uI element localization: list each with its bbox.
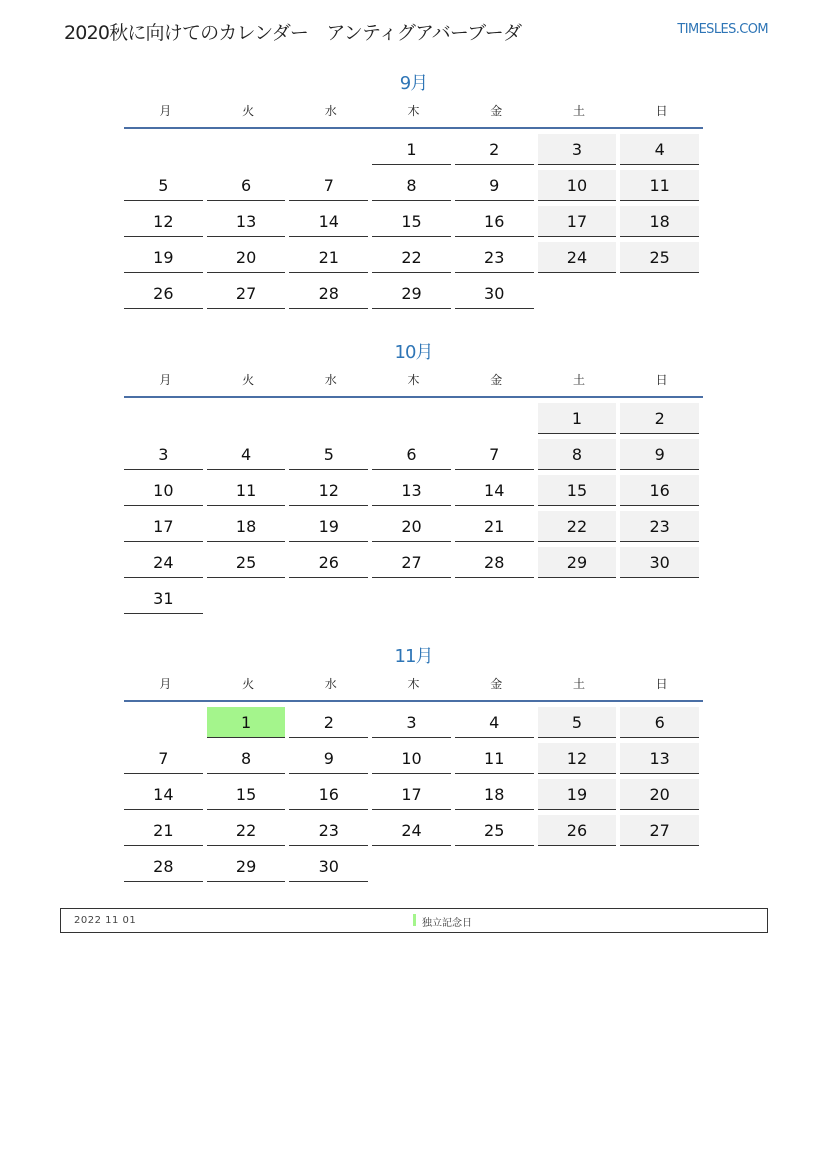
day-cell[interactable] — [455, 205, 538, 241]
empty-day-cell — [289, 133, 372, 169]
day-cell[interactable] — [124, 241, 207, 277]
day-number: 18 — [620, 206, 699, 237]
day-cell[interactable] — [538, 742, 621, 778]
day-number: 9 — [620, 439, 699, 470]
day-number: 21 — [455, 511, 534, 542]
weekday-label: 木 — [407, 677, 420, 691]
day-number: 27 — [620, 815, 699, 846]
day-cell[interactable] — [124, 814, 207, 850]
day-cell[interactable] — [538, 474, 621, 510]
day-number: 10 — [538, 170, 617, 201]
day-number: 9 — [289, 743, 368, 774]
day-cell[interactable] — [289, 438, 372, 474]
day-number: 13 — [207, 206, 286, 237]
day-number: 19 — [538, 779, 617, 810]
empty-day-cell — [538, 582, 621, 618]
day-cell[interactable] — [455, 277, 538, 313]
day-cell[interactable] — [372, 706, 455, 742]
day-cell[interactable] — [620, 814, 703, 850]
day-cell[interactable] — [289, 850, 372, 886]
empty-day-cell — [289, 402, 372, 438]
week-row — [124, 241, 703, 277]
empty-day-cell — [455, 582, 538, 618]
day-cell[interactable] — [289, 546, 372, 582]
day-number: 19 — [124, 242, 203, 273]
day-number: 24 — [372, 815, 451, 846]
day-cell[interactable] — [455, 742, 538, 778]
day-number: 3 — [538, 134, 617, 165]
day-number: 4 — [620, 134, 699, 165]
day-cell[interactable] — [207, 706, 290, 742]
day-number: 15 — [372, 206, 451, 237]
day-cell[interactable] — [124, 546, 207, 582]
month-title: 10月 — [394, 342, 433, 363]
day-cell[interactable] — [372, 814, 455, 850]
empty-day-cell — [207, 582, 290, 618]
holiday-legend — [60, 908, 768, 933]
day-number: 27 — [372, 547, 451, 578]
day-number: 12 — [289, 475, 368, 506]
day-cell[interactable] — [124, 169, 207, 205]
weekday-label: 火 — [242, 104, 255, 118]
day-number — [455, 403, 534, 434]
day-number: 17 — [124, 511, 203, 542]
day-number — [538, 583, 617, 614]
day-number: 1 — [372, 134, 451, 165]
day-cell[interactable] — [124, 510, 207, 546]
day-number: 14 — [455, 475, 534, 506]
day-cell[interactable] — [207, 510, 290, 546]
day-number: 28 — [455, 547, 534, 578]
day-cell[interactable] — [372, 778, 455, 814]
day-number: 29 — [372, 278, 451, 309]
day-cell[interactable] — [372, 205, 455, 241]
day-cell[interactable] — [620, 706, 703, 742]
page-header — [64, 18, 768, 48]
day-number: 28 — [124, 851, 203, 882]
day-number: 30 — [455, 278, 534, 309]
month-calendar-october — [124, 336, 703, 618]
day-cell[interactable] — [289, 814, 372, 850]
day-number: 5 — [538, 707, 617, 738]
day-number: 11 — [620, 170, 699, 201]
day-number: 4 — [207, 439, 286, 470]
weekday-label: 水 — [324, 373, 337, 387]
day-cell[interactable] — [455, 438, 538, 474]
day-cell[interactable] — [538, 706, 621, 742]
empty-day-cell — [124, 133, 207, 169]
day-cell[interactable] — [538, 241, 621, 277]
day-cell[interactable] — [289, 205, 372, 241]
day-cell[interactable] — [372, 474, 455, 510]
weekday-label: 水 — [324, 104, 337, 118]
day-cell[interactable] — [207, 850, 290, 886]
header-divider — [124, 127, 703, 129]
day-number: 29 — [207, 851, 286, 882]
week-row — [124, 169, 703, 205]
day-cell[interactable] — [538, 546, 621, 582]
day-number: 11 — [455, 743, 534, 774]
day-cell[interactable] — [538, 205, 621, 241]
day-cell[interactable] — [372, 546, 455, 582]
day-number: 2 — [455, 134, 534, 165]
empty-day-cell — [372, 402, 455, 438]
day-cell[interactable] — [207, 438, 290, 474]
day-number: 24 — [124, 547, 203, 578]
day-number: 30 — [620, 547, 699, 578]
week-row — [124, 582, 703, 618]
day-number: 22 — [207, 815, 286, 846]
day-number: 16 — [289, 779, 368, 810]
holiday-color-swatch — [413, 914, 416, 926]
empty-day-cell — [207, 133, 290, 169]
day-number: 3 — [124, 439, 203, 470]
day-cell[interactable] — [289, 474, 372, 510]
day-number: 20 — [372, 511, 451, 542]
day-number: 1 — [538, 403, 617, 434]
day-cell[interactable] — [207, 169, 290, 205]
day-cell[interactable] — [207, 814, 290, 850]
day-cell[interactable] — [207, 474, 290, 510]
empty-day-cell — [620, 850, 703, 886]
day-cell[interactable] — [620, 438, 703, 474]
weekday-label: 日 — [655, 677, 668, 691]
day-number — [372, 403, 451, 434]
month-title: 11月 — [394, 646, 433, 667]
month-title: 9月 — [399, 73, 428, 94]
day-cell[interactable] — [207, 241, 290, 277]
day-number: 24 — [538, 242, 617, 273]
day-cell[interactable] — [538, 133, 621, 169]
empty-day-cell — [620, 277, 703, 313]
day-number: 2 — [289, 707, 368, 738]
day-number — [372, 583, 451, 614]
weekday-label: 火 — [242, 677, 255, 691]
empty-day-cell — [538, 850, 621, 886]
day-number: 16 — [455, 206, 534, 237]
empty-day-cell — [124, 706, 207, 742]
weekday-label: 日 — [655, 104, 668, 118]
day-cell[interactable] — [455, 133, 538, 169]
day-number: 21 — [289, 242, 368, 273]
day-cell[interactable] — [124, 778, 207, 814]
day-number: 22 — [538, 511, 617, 542]
day-number — [207, 134, 286, 165]
day-cell[interactable] — [620, 133, 703, 169]
day-cell[interactable] — [207, 205, 290, 241]
week-row — [124, 402, 703, 438]
weekday-label: 月 — [159, 677, 172, 691]
day-number: 7 — [289, 170, 368, 201]
day-number: 20 — [207, 242, 286, 273]
day-number: 6 — [620, 707, 699, 738]
day-cell[interactable] — [289, 778, 372, 814]
day-cell[interactable] — [124, 582, 207, 618]
day-number: 26 — [289, 547, 368, 578]
empty-day-cell — [620, 582, 703, 618]
weekday-label: 土 — [572, 104, 585, 118]
day-number — [620, 583, 699, 614]
day-cell[interactable] — [207, 742, 290, 778]
day-number — [207, 583, 286, 614]
day-cell[interactable] — [538, 510, 621, 546]
day-cell[interactable] — [372, 133, 455, 169]
empty-day-cell — [538, 277, 621, 313]
day-number: 7 — [455, 439, 534, 470]
day-number — [289, 403, 368, 434]
day-cell[interactable] — [455, 241, 538, 277]
week-row — [124, 438, 703, 474]
week-row — [124, 814, 703, 850]
day-cell[interactable] — [124, 474, 207, 510]
week-row — [124, 474, 703, 510]
weekday-label: 金 — [490, 677, 503, 691]
day-number — [124, 403, 203, 434]
day-number: 17 — [372, 779, 451, 810]
day-cell[interactable] — [289, 510, 372, 546]
day-number: 12 — [124, 206, 203, 237]
day-number: 20 — [620, 779, 699, 810]
day-cell[interactable] — [455, 778, 538, 814]
weekday-label: 金 — [490, 104, 503, 118]
day-cell[interactable] — [455, 706, 538, 742]
day-number: 12 — [538, 743, 617, 774]
day-number: 15 — [207, 779, 286, 810]
day-cell[interactable] — [455, 814, 538, 850]
week-row — [124, 205, 703, 241]
day-number: 14 — [289, 206, 368, 237]
day-cell[interactable] — [289, 241, 372, 277]
day-number: 23 — [620, 511, 699, 542]
weekday-label: 日 — [655, 373, 668, 387]
empty-day-cell — [372, 850, 455, 886]
brand-link[interactable]: TIMESLES.COM — [677, 22, 768, 37]
day-number: 5 — [289, 439, 368, 470]
day-number: 26 — [124, 278, 203, 309]
day-cell[interactable] — [289, 706, 372, 742]
day-cell[interactable] — [455, 546, 538, 582]
day-cell[interactable] — [372, 510, 455, 546]
day-number: 25 — [455, 815, 534, 846]
legend-holiday-name: 独立記念日 — [422, 918, 472, 929]
weekday-header-row — [124, 103, 703, 127]
day-cell[interactable] — [620, 510, 703, 546]
day-cell[interactable] — [538, 402, 621, 438]
weekday-label: 月 — [159, 104, 172, 118]
day-cell[interactable] — [289, 742, 372, 778]
day-cell[interactable] — [372, 742, 455, 778]
day-cell[interactable] — [124, 277, 207, 313]
day-number: 13 — [372, 475, 451, 506]
weekday-label: 火 — [242, 373, 255, 387]
week-row — [124, 742, 703, 778]
week-row — [124, 510, 703, 546]
legend-date: 2022 11 01 — [74, 915, 137, 926]
empty-day-cell — [124, 402, 207, 438]
week-row — [124, 778, 703, 814]
day-number: 31 — [124, 583, 203, 614]
week-row — [124, 133, 703, 169]
empty-day-cell — [455, 402, 538, 438]
day-number: 28 — [289, 278, 368, 309]
day-cell[interactable] — [207, 546, 290, 582]
week-row — [124, 850, 703, 886]
day-number — [207, 403, 286, 434]
day-number: 3 — [372, 707, 451, 738]
day-number: 8 — [372, 170, 451, 201]
day-number: 8 — [207, 743, 286, 774]
day-cell[interactable] — [372, 438, 455, 474]
day-number: 25 — [207, 547, 286, 578]
day-cell[interactable] — [538, 814, 621, 850]
day-number: 15 — [538, 475, 617, 506]
week-row — [124, 277, 703, 313]
day-number: 26 — [538, 815, 617, 846]
day-number: 27 — [207, 278, 286, 309]
day-cell[interactable] — [455, 510, 538, 546]
month-calendar-september — [124, 67, 703, 313]
empty-day-cell — [207, 402, 290, 438]
day-number: 10 — [372, 743, 451, 774]
day-cell[interactable] — [538, 169, 621, 205]
day-cell[interactable] — [289, 277, 372, 313]
day-number: 6 — [372, 439, 451, 470]
day-cell[interactable] — [124, 742, 207, 778]
weekday-label: 木 — [407, 104, 420, 118]
day-cell[interactable] — [620, 402, 703, 438]
weekday-label: 月 — [159, 373, 172, 387]
weekday-label: 土 — [572, 373, 585, 387]
day-number — [455, 851, 534, 882]
day-number: 16 — [620, 475, 699, 506]
day-number: 25 — [620, 242, 699, 273]
day-cell[interactable] — [455, 474, 538, 510]
day-cell[interactable] — [207, 277, 290, 313]
day-number — [289, 134, 368, 165]
month-calendar-november — [124, 640, 703, 886]
day-cell[interactable] — [207, 778, 290, 814]
day-cell[interactable] — [124, 205, 207, 241]
day-number: 23 — [455, 242, 534, 273]
day-cell[interactable] — [372, 277, 455, 313]
day-number — [289, 583, 368, 614]
day-cell[interactable] — [538, 438, 621, 474]
day-cell[interactable] — [620, 778, 703, 814]
week-row — [124, 706, 703, 742]
header-divider — [124, 396, 703, 398]
day-number — [372, 851, 451, 882]
day-cell[interactable] — [372, 241, 455, 277]
week-row — [124, 546, 703, 582]
empty-day-cell — [372, 582, 455, 618]
day-cell[interactable] — [538, 778, 621, 814]
day-number: 22 — [372, 242, 451, 273]
day-cell[interactable] — [124, 438, 207, 474]
weekday-label: 金 — [490, 373, 503, 387]
day-number: 23 — [289, 815, 368, 846]
day-number: 8 — [538, 439, 617, 470]
day-cell[interactable] — [620, 241, 703, 277]
day-number: 4 — [455, 707, 534, 738]
day-cell[interactable] — [620, 546, 703, 582]
day-cell[interactable] — [124, 850, 207, 886]
weekday-header-row — [124, 372, 703, 396]
day-number: 21 — [124, 815, 203, 846]
day-number: 6 — [207, 170, 286, 201]
day-number — [538, 278, 617, 309]
day-number: 19 — [289, 511, 368, 542]
day-number: 5 — [124, 170, 203, 201]
day-cell[interactable] — [455, 169, 538, 205]
empty-day-cell — [289, 582, 372, 618]
day-cell[interactable] — [372, 169, 455, 205]
day-number: 10 — [124, 475, 203, 506]
day-cell[interactable] — [620, 474, 703, 510]
day-number: 14 — [124, 779, 203, 810]
weekday-label: 土 — [572, 677, 585, 691]
empty-day-cell — [455, 850, 538, 886]
day-number: 2 — [620, 403, 699, 434]
day-number: 18 — [207, 511, 286, 542]
header-divider — [124, 700, 703, 702]
day-number: 29 — [538, 547, 617, 578]
day-cell[interactable] — [620, 742, 703, 778]
day-number: 18 — [455, 779, 534, 810]
day-number — [455, 583, 534, 614]
day-cell[interactable] — [620, 169, 703, 205]
day-number: 30 — [289, 851, 368, 882]
day-number — [124, 134, 203, 165]
day-cell[interactable] — [620, 205, 703, 241]
weekday-label: 水 — [324, 677, 337, 691]
page-title: 2020秋に向けてのカレンダー アンティグアバーブーダ — [64, 22, 522, 44]
day-number: 17 — [538, 206, 617, 237]
day-number: 9 — [455, 170, 534, 201]
day-number: 1 — [207, 707, 286, 738]
day-number — [620, 278, 699, 309]
day-number: 11 — [207, 475, 286, 506]
weekday-label: 木 — [407, 373, 420, 387]
day-number — [620, 851, 699, 882]
day-number — [538, 851, 617, 882]
day-number — [124, 707, 203, 738]
day-number: 13 — [620, 743, 699, 774]
weekday-header-row — [124, 676, 703, 700]
day-cell[interactable] — [289, 169, 372, 205]
day-number: 7 — [124, 743, 203, 774]
